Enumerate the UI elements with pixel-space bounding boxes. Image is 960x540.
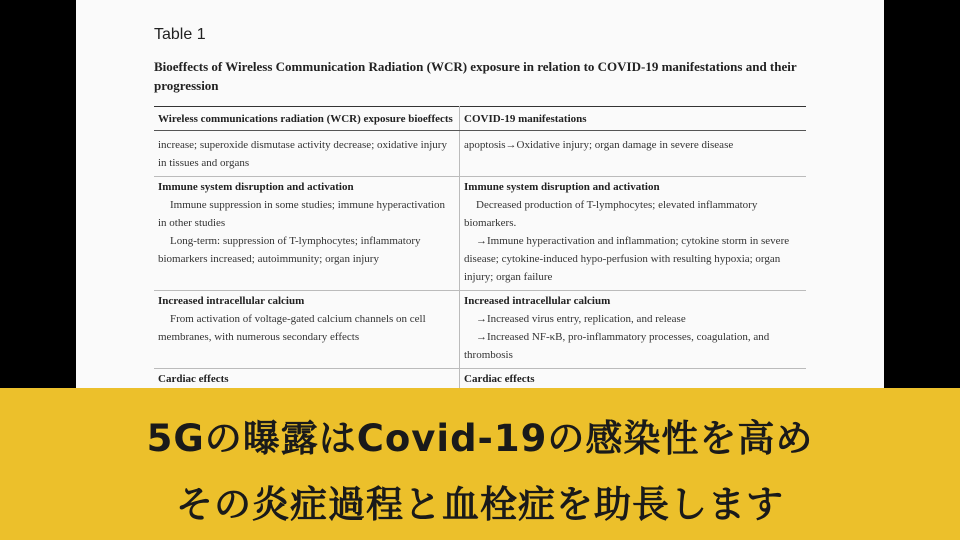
- table-label: Table 1: [154, 26, 206, 43]
- row1-right-heading: Immune system disruption and activation: [464, 181, 660, 193]
- header-right: COVID-19 manifestations: [464, 113, 587, 125]
- row0-right-line-1: apoptosis→Oxidative injury; organ damage in severe disease: [464, 139, 734, 151]
- header-rule: [154, 130, 806, 131]
- row1-left-line-2: in other studies: [158, 217, 226, 229]
- row2-right-heading: Increased intracellular calcium: [464, 295, 611, 307]
- row0-left-line-1: increase; superoxide dismutase activity decrease; oxidative injury: [158, 139, 447, 151]
- table-title: Bioeffects of Wireless Communication Radiation (WCR) exposure in relation to COVID-19 manifestations and their progression: [154, 59, 797, 93]
- row1-right-line-1: Decreased production of T-lymphocytes; elevated inflammatory: [476, 199, 758, 211]
- row3-left-cell: [158, 370, 458, 388]
- row0-right-cell: [464, 136, 804, 154]
- row2-right-line-2: →Increased NF-κB, pro-inflammatory processes, coagulation, and: [476, 331, 770, 343]
- column-separator: [459, 106, 460, 400]
- row-divider: [154, 290, 806, 291]
- subtitle-line-1: 5Gの曝露はCovid-19の感染性を高め: [146, 417, 814, 460]
- row0-left-cell: [158, 136, 458, 172]
- row1-left-line-1: Immune suppression in some studies; immune hyperactivation: [170, 199, 445, 211]
- row1-right-line-2: biomarkers.: [464, 217, 517, 229]
- document-page: [76, 0, 884, 400]
- subtitle-banner: [0, 388, 960, 540]
- row-divider: [154, 368, 806, 369]
- subtitle-line-2: その炎症過程と血栓症を助長します: [176, 483, 784, 526]
- header-left: Wireless communications radiation (WCR) exposure bioeffects: [158, 113, 453, 125]
- row1-left-line-3: Long-term: suppression of T-lymphocytes; inflammatory: [170, 235, 421, 247]
- row2-left-line-2: membranes, with numerous secondary effects: [158, 331, 360, 343]
- row2-left-cell: [158, 292, 458, 346]
- row-divider: [154, 176, 806, 177]
- row1-right-line-3: →Immune hyperactivation and inflammation; cytokine storm in severe: [476, 235, 790, 247]
- row1-left-cell: [158, 178, 458, 268]
- row2-right-line-1: →Increased virus entry, replication, and release: [476, 313, 686, 325]
- row2-left-line-1: From activation of voltage-gated calcium channels on cell: [170, 313, 426, 325]
- row3-left-heading: Cardiac effects: [158, 373, 229, 385]
- row1-right-line-5: injury; organ failure: [464, 271, 553, 283]
- row1-right-cell: [464, 178, 804, 286]
- row1-left-heading: Immune system disruption and activation: [158, 181, 354, 193]
- row1-right-line-4: disease; cytokine-induced hypo-perfusion with resulting hypoxia; organ: [464, 253, 781, 265]
- row1-left-line-4: biomarkers increased; autoimmunity; organ injury: [158, 253, 379, 265]
- row2-left-heading: Increased intracellular calcium: [158, 295, 305, 307]
- table-top-rule: [154, 106, 806, 107]
- row3-right-heading: Cardiac effects: [464, 373, 535, 385]
- row2-right-cell: [464, 292, 804, 364]
- row3-right-cell: [464, 370, 764, 388]
- row0-left-line-2: in tissues and organs: [158, 157, 250, 169]
- row2-right-line-3: thrombosis: [464, 349, 513, 361]
